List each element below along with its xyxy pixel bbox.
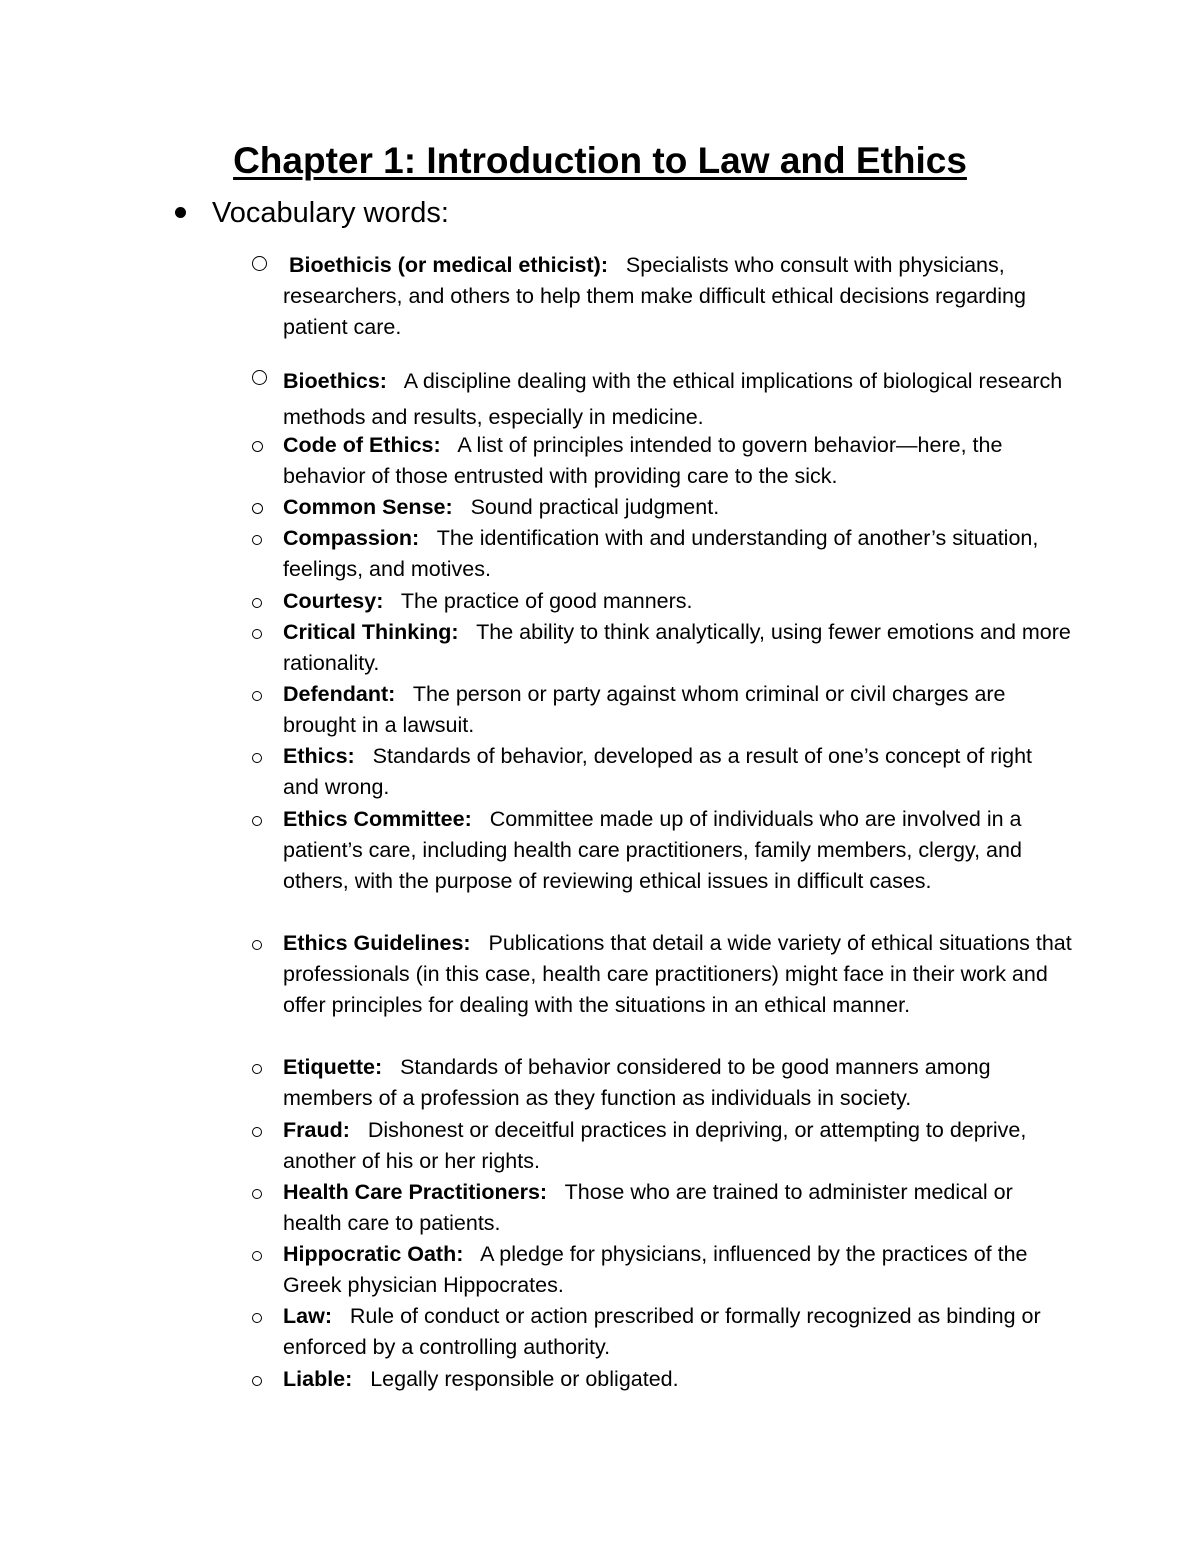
vocab-definition: A discipline dealing with the ethical implications of biological research methods and results, especially in medicine. bbox=[283, 369, 1063, 429]
vocab-term: Fraud: bbox=[283, 1118, 362, 1142]
hollow-bullet-icon bbox=[252, 503, 263, 514]
hollow-bullet-icon bbox=[252, 256, 267, 271]
hollow-bullet-icon bbox=[252, 1313, 262, 1323]
vocab-definition: Those who are trained to administer medical or health care to patients. bbox=[283, 1180, 1013, 1235]
hollow-bullet-icon bbox=[252, 1251, 262, 1261]
hollow-bullet-icon bbox=[252, 940, 262, 950]
vocab-entry bbox=[283, 741, 1073, 803]
vocab-entry bbox=[283, 928, 1073, 1021]
vocab-term: Ethics Committee: bbox=[283, 807, 484, 831]
vocab-term: Defendant: bbox=[283, 682, 408, 706]
hollow-bullet-icon bbox=[252, 753, 262, 763]
vocab-definition: The identification with and understanding of another’s situation, feelings, and motives. bbox=[283, 526, 1039, 581]
vocab-definition: Publications that detail a wide variety of ethical situations that professionals (in this case, health care practitioners) might face in their work and offer principles for dealing with the situations in an ethical manner. bbox=[283, 931, 1072, 1017]
vocab-definition: Specialists who consult with physicians, researchers, and others to help them make difficult ethical decisions regarding patient care. bbox=[283, 253, 1026, 339]
hollow-bullet-icon bbox=[252, 535, 262, 545]
vocab-definition: Legally responsible or obligated. bbox=[370, 1367, 679, 1391]
vocab-entry bbox=[283, 1301, 1073, 1363]
hollow-bullet-icon bbox=[252, 1127, 262, 1137]
hollow-bullet-icon bbox=[252, 441, 263, 452]
vocab-definition: Rule of conduct or action prescribed or formally recognized as binding or enforced by a controlling authority. bbox=[283, 1304, 1041, 1359]
hollow-bullet-icon bbox=[252, 691, 262, 701]
vocabulary-heading-label: Vocabulary words: bbox=[212, 197, 449, 229]
vocab-definition: A list of principles intended to govern behavior—here, the behavior of those entrusted with providing care to the sick. bbox=[283, 433, 1003, 488]
vocab-entry bbox=[283, 1177, 1073, 1239]
vocab-entry bbox=[283, 679, 1073, 741]
vocab-definition: A pledge for physicians, influenced by the practices of the Greek physician Hippocrates. bbox=[283, 1242, 1028, 1297]
vocab-term: Ethics Guidelines: bbox=[283, 931, 483, 955]
vocab-term: Critical Thinking: bbox=[283, 620, 471, 644]
vocab-entry bbox=[283, 586, 1073, 617]
vocab-entry bbox=[283, 1239, 1073, 1301]
vocab-entry bbox=[283, 1115, 1073, 1177]
vocab-entry bbox=[283, 430, 1073, 492]
vocab-term: Bioethics: bbox=[283, 369, 399, 393]
vocab-definition: Committee made up of individuals who are involved in a patient’s care, including health care practitioners, family members, clergy, and others, with the purpose of reviewing ethical issues in difficult cases. bbox=[283, 807, 1022, 893]
vocab-definition: Dishonest or deceitful practices in depriving, or attempting to deprive, another of his or her rights. bbox=[283, 1118, 1027, 1173]
vocab-term: Law: bbox=[283, 1304, 344, 1328]
vocab-term: Hippocratic Oath: bbox=[283, 1242, 476, 1266]
hollow-bullet-icon bbox=[252, 1064, 262, 1074]
vocab-definition: Standards of behavior considered to be good manners among members of a profession as they function as individuals in society. bbox=[283, 1055, 991, 1110]
vocab-term: Common Sense: bbox=[283, 495, 465, 519]
vocab-term: Bioethicis (or medical ethicist): bbox=[289, 253, 620, 277]
vocab-definition: The person or party against whom criminal or civil charges are brought in a lawsuit. bbox=[283, 682, 1006, 737]
hollow-bullet-icon bbox=[252, 598, 262, 608]
vocab-term: Compassion: bbox=[283, 526, 432, 550]
bullet-icon bbox=[175, 207, 186, 218]
hollow-bullet-icon bbox=[252, 370, 267, 385]
hollow-bullet-icon bbox=[252, 1376, 262, 1386]
vocab-entry bbox=[283, 1364, 1073, 1395]
vocab-term: Liable: bbox=[283, 1367, 365, 1391]
hollow-bullet-icon bbox=[252, 629, 262, 639]
vocab-term: Health Care Practitioners: bbox=[283, 1180, 560, 1204]
vocab-entry bbox=[283, 804, 1073, 897]
vocab-definition: Sound practical judgment. bbox=[470, 495, 720, 519]
vocab-term: Ethics: bbox=[283, 744, 367, 768]
hollow-bullet-icon bbox=[252, 816, 262, 826]
vocab-entry bbox=[283, 363, 1073, 435]
vocab-entry bbox=[283, 523, 1073, 585]
vocab-entry bbox=[283, 617, 1073, 679]
page-title: Chapter 1: Introduction to Law and Ethics bbox=[233, 140, 967, 181]
vocab-entry bbox=[283, 250, 1073, 343]
vocab-definition: The practice of good manners. bbox=[400, 589, 693, 613]
vocab-definition: The ability to think analytically, using fewer emotions and more rationality. bbox=[283, 620, 1071, 675]
vocab-term: Code of Ethics: bbox=[283, 433, 453, 457]
vocab-definition: Standards of behavior, developed as a result of one’s concept of right and wrong. bbox=[283, 744, 1032, 799]
vocab-entry bbox=[283, 492, 1073, 523]
vocab-entry bbox=[283, 1052, 1073, 1114]
vocab-term: Courtesy: bbox=[283, 589, 396, 613]
hollow-bullet-icon bbox=[252, 1189, 262, 1199]
vocab-term: Etiquette: bbox=[283, 1055, 395, 1079]
